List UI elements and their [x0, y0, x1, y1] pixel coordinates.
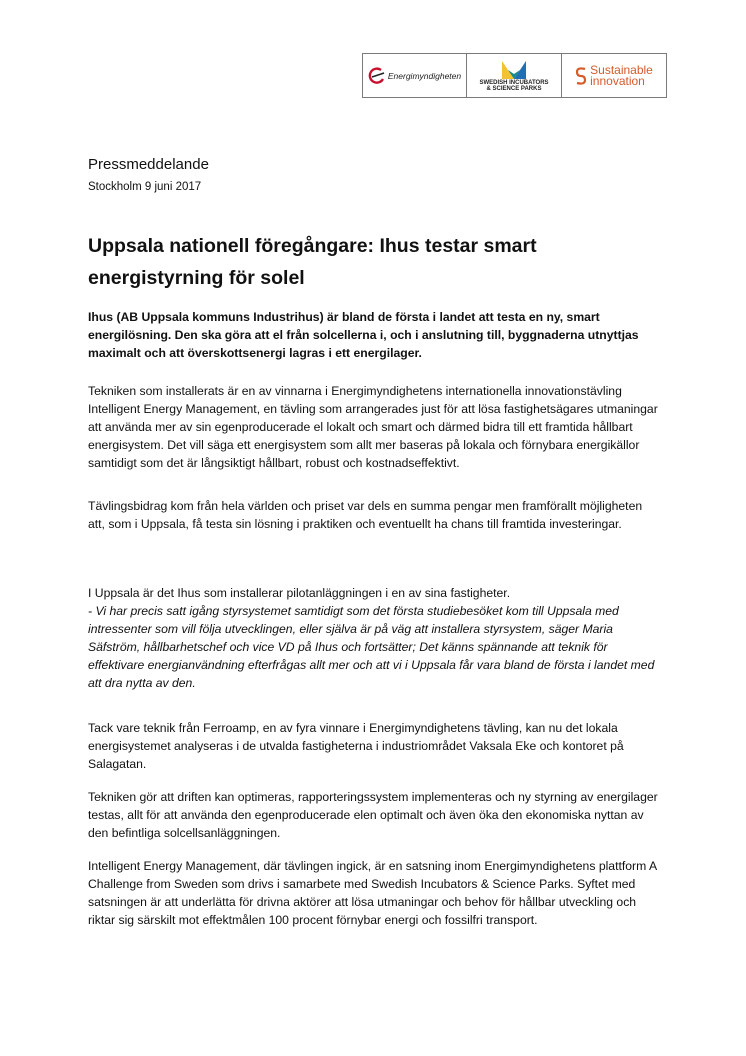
dateline: Stockholm 9 juni 2017 [88, 181, 202, 193]
title-line-2: energistyrning för solel [88, 267, 305, 289]
sustainable-s-icon [575, 66, 587, 86]
sustainable-line-1: Sustainable [590, 62, 653, 77]
incubators-line-1: SWEDISH INCUBATORS [479, 79, 549, 86]
energimyndigheten-mark-icon [368, 67, 386, 85]
quote-paragraph: - Vi har precis satt igång styrsystemet samtidigt som det första studiebesöket kom till Uppsala med intressenter som vill följa utvecklingen, eller själva är på väg att installera styrsystem, säger Maria Säfström, hållbarhetschef och vice VD på Ihus och fortsätter; Det känns spännande att teknik för effektivare energianvändning efterfrågas allt mer och att vi i Uppsala får vara bland de första i landet med att dra nytta av den. [88, 604, 655, 690]
energimyndigheten-logo [363, 54, 466, 97]
partner-logos [362, 53, 667, 98]
sustainable-innovation-logo [561, 54, 666, 97]
document-label: Pressmeddelande [88, 156, 209, 173]
energimyndigheten-wordmark: Energimyndigheten [387, 70, 462, 81]
lead-paragraph: Ihus (AB Uppsala kommuns Industrihus) är bland de första i landet att testa en ny, smart energilösning. Den ska göra att el från solcellerna i, och i anslutning till, byggnaderna utnyttjas maximalt och att överskottsenergi lagras i ett energilager. [88, 310, 639, 360]
body-paragraph-4: Tack vare teknik från Ferroamp, en av fyra vinnare i Energimyndighetens tävling, kan nu det lokala energisystemet analyseras i de utvalda fastigheterna i industriområdet Vaksala Eke och kontoret på Salagatan. [88, 721, 624, 771]
body-paragraph-2: Tävlingsbidrag kom från hela världen och priset var dels en summa pengar men framförallt möjligheten att, som i Uppsala, få testa sin lösning i praktiken och eventuellt ha chans till framtida investeringar. [88, 499, 643, 531]
sustainable-wordmark [590, 62, 653, 88]
incubators-mark-icon [501, 60, 527, 80]
body-paragraph-1: Tekniken som installerats är en av vinnarna i Energimyndighetens internationella innovationstävling Intelligent Energy Management, en tävling som arrangerades just för att lösa fastighetsägares utmaningar att använda mer av sin egenproducerade el lokalt och smart och därmed bidra till ett framtida hållbart energisystem. Det vill säga ett energisystem som allt mer baseras på lokala och förnybara energikällor samtidigt som det är långsiktigt hållbart, robust och kostnadseffektivt. [88, 384, 658, 470]
swedish-incubators-logo [466, 54, 561, 97]
title-line-1: Uppsala nationell föregångare: Ihus testar smart [88, 235, 537, 257]
body-paragraph-3: I Uppsala är det Ihus som installerar pilotanläggningen i en av sina fastigheter. [88, 586, 511, 600]
body-paragraph-6: Intelligent Energy Management, där tävlingen ingick, är en satsning inom Energimyndighetens plattform A Challenge from Sweden som drivs i samarbete med Swedish Incubators & Science Parks. Syftet med satsningen är att underlätta för drivna aktörer att lösa utmaningar och behov för hållbar utveckling och riktar sig särskilt mot effektmålen 100 procent förnybar energi och fossilfri transport. [88, 859, 657, 927]
sustainable-line-2: innovation [590, 73, 645, 88]
page-title [88, 230, 660, 294]
body-paragraph-5: Tekniken gör att driften kan optimeras, rapporteringssystem implementeras och ny styrning av energilager testas, allt för att använda den egenproducerade elen optimalt och även öka den ekonomiska nyttan av den befintliga solcellsanläggningen. [88, 790, 658, 840]
incubators-line-2: & SCIENCE PARKS [486, 85, 542, 92]
